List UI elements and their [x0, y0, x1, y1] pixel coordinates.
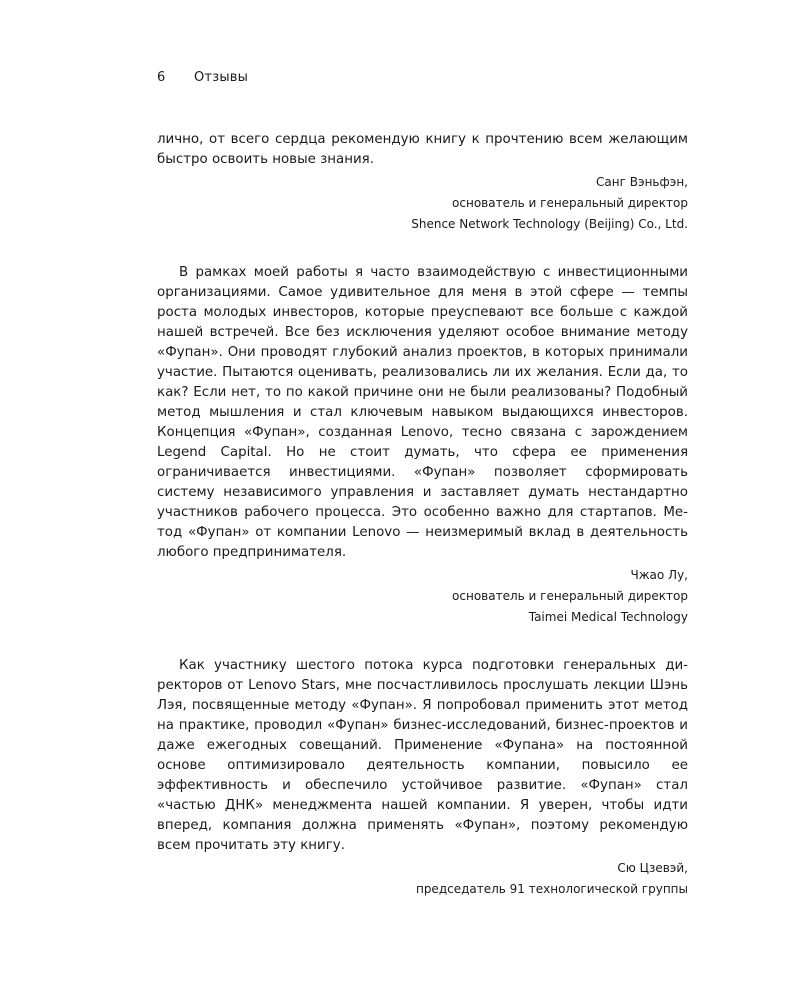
review-attribution [157, 565, 688, 628]
reviewer-name: Сю Цзевэй, [617, 861, 688, 875]
review-text: лично, от всего сердца рекомендую книгу к прочтению всем желающим быстро освоить новые знания. [157, 132, 688, 167]
running-header [157, 70, 248, 85]
reviewer-company: Shence Network Technology (Beijing) Co., Ltd. [411, 217, 688, 231]
review-2 [157, 263, 688, 628]
review-attribution [157, 858, 688, 900]
review-text: В рамках моей работы я часто взаимодействую с инвестиционными организациями. Самое удивительное для меня в этой сфере — темпы роста молодых инвесторов, которые преуспевают все больше с каждой нашей встречей. Все без исключения уделяют особое внимание методу «Фупан». Они проводят глубокий анализ проектов, в которых принимали участие. Пытаются оценивать, реализовались ли их желания. Если да, то как? Если нет, то по какой причине они не были реализованы? Подобный метод мышления и стал ключевым навыком выдающихся инвесторов. Концепция «Фупан», созданная Lenovo, тесно связана с зарождением Legend Capital. Но не стоит думать, что сфера ее применения ограничивается инвестициями. «Фупан» позволяет сформировать систему независимого управления и заставляет думать нестандартно участников рабочего процесса. Это особенно важно для стартапов. Метод «Фупан» от компании Lenovo — неизмеримый вклад в деятельность любого предпринимателя. [157, 265, 688, 560]
reviewer-name: Чжао Лу, [630, 568, 688, 582]
reviewer-position: основатель и генеральный директор [452, 196, 688, 210]
section-title: Отзывы [194, 70, 249, 85]
review-attribution [157, 172, 688, 235]
reviewer-position: основатель и генеральный директор [452, 589, 688, 603]
reviewer-position: председатель 91 технологической группы [415, 882, 688, 896]
reviewer-name: Санг Вэньфэн, [596, 175, 688, 189]
review-text: Как участнику шестого потока курса подготовки генеральных директоров от Lenovo Stars, мне посчастливилось прослушать лекции Шэнь Лэя, посвященные методу «Фупан». Я попробовал применить этот метод на практике, проводил «Фупан» бизнес-исследований, бизнес-проектов и даже ежегодных совещаний. Применение «Фупана» на постоянной основе оптимизировало деятельность компании, повысило ее эффективность и обеспечило устойчивое развитие. «Фупан» стал «частью ДНК» менеджмента нашей компании. Я уверен, чтобы идти вперед, компания должна применять «Фупан», поэтому рекомендую всем прочитать эту книгу. [157, 658, 688, 853]
review-1 [157, 130, 688, 235]
page-body [157, 130, 688, 900]
review-3 [157, 656, 688, 900]
page-number: 6 [157, 70, 166, 85]
reviewer-company: Taimei Medical Technology [528, 610, 688, 624]
